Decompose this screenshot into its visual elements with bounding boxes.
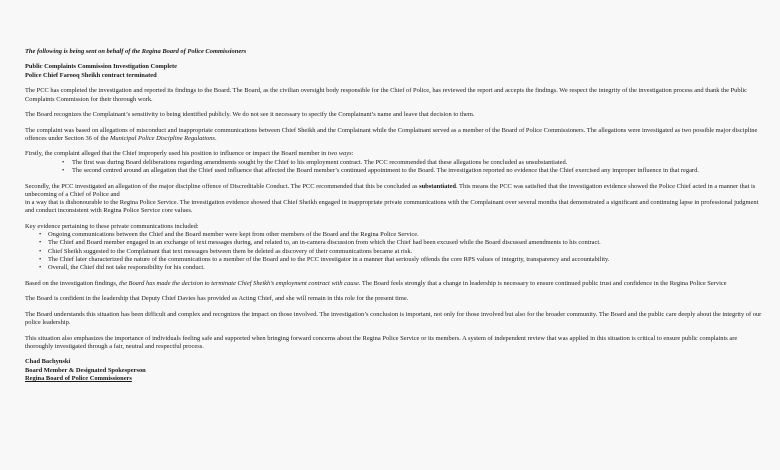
paragraph-acting-chief: The Board is confident in the leadership that Deputy Chief Davies has provided as Acting Chief, and she will remain in this role for the present time. [25,295,409,303]
paragraph-key-evidence: Key evidence pertaining to these private communications included: [25,222,199,230]
text: . The Board feels strongly that a change in leadership is necessary to ensure continued public trust and confidence in the Regina Police Service [358,279,727,287]
list-item: • Overall, the Chief did not take responsibility for his conduct. [25,264,765,272]
list-item: • The first was during Board deliberations regarding amendments sought by the Chief to his employment contract. The PCC recommended that these allegations be concluded as unsubstantiated. [25,159,765,167]
list-item: • The Chief and Board member engaged in an exchange of text messages during, and related to, an in-camera discussion from which the Chief had been excused while the Board discussed amendments to his contract. [25,239,765,247]
decision-emphasis: the Board has made the decision to terminate Chief Sheikh’s employment contract with cause [119,279,359,287]
substantiated-emphasis: substantiated [419,182,456,190]
paragraph-complaint-basis [25,127,765,144]
paragraph-pcc-completed: The PCC has completed the investigation and reported its findings to the Board. The Board, as the civilian oversight body responsible for the Chief of Police, has reviewed the report and accepts the findings. We respect the integrity of the investigation process and thank the Public Complaints Commission for their thorough work. [25,87,748,103]
regulations-title: Municipal Police Discipline Regulations [109,134,215,142]
text: . [214,134,217,142]
headline [25,63,765,80]
evidence-list [25,231,765,272]
paragraph-impact: The Board understands this situation has been difficult and complex and recognizes the impact on those involved. The investigation’s conclusion is important, not only for those involved but also for the broader community. The Board and the public care deeply about the integrity of our police leadership. [25,310,762,327]
text: in a way that is dishonourable to the Regina Police Service. The investigation evidence showed that Chief Sheikh engaged in inappropriate private communications with the Complainant over several months that demonstrated a significant and continuing lapse in professional judgment and conduct inconsistent with Regina Police Service core values. [25,199,759,215]
text: Based on the investigation findings, [25,279,120,287]
text: Secondly, the PCC investigated an allegation of the major discipline offence of Discreditable Conduct. The PCC recommended that this be concluded as [25,182,420,190]
headline-title: Public Complaints Commission Investigation Complete [25,63,178,71]
intro-line: The following is being sent on behalf of the Regina Board of Police Commissioners [25,48,247,55]
list-item: • Chief Sheikh suggested to the Complainant that text messages between them be deleted as discovery of their communications became at risk. [25,248,765,256]
two-ways-list [25,159,765,176]
paragraph-firstly [25,150,765,158]
text: . This means the PCC was satisfied that the investigation evidence showed the Police Chief acted in a manner that is unbecoming of a Chief of Police and [25,182,756,198]
text: Firstly, the complaint alleged that the Chief improperly used his position to influence or impact the Board member in [25,150,328,158]
signature-name: Chad Bachynski [25,358,71,366]
signature-title: Board Member & Designated Spokesperson [25,366,146,374]
text: The complaint was based on allegations of misconduct and inappropriate communications between Chief Sheikh and the Complainant while the Complainant served as a member of the Board of Police Commissioners. The allegations were investigated as two possible major discipline offences under Section 36 of the [25,126,758,142]
paragraph-independent-review: This situation also emphasizes the importance of individuals feeling safe and supported when bringing forward concerns about the Regina Police Service or its members. A system of independent review that was applied in this situation is critical to ensure public complaints are thoroughly investigated through a fair, neutral and respectful process. [25,334,738,350]
paragraph-secondly [25,183,765,216]
text: : [351,150,354,158]
list-item: • Ongoing communications between the Chief and the Board member were kept from other members of the Board and the Regina Police Service. [25,231,765,239]
headline-subtitle: Police Chief Farooq Sheikh contract terminated [25,71,157,79]
paragraph-decision [25,280,765,288]
press-release-document [25,48,765,383]
list-item: • The Chief later characterized the nature of the communications to a member of the Board and to the PCC investigator in a manner that seriously offends the core RPS values of integrity, transparency and accountability. [25,256,765,264]
paragraph-complainant-sensitivity: The Board recognizes the Complainant’s sensitivity to being identified publicly. We do not see it necessary to specify the Complainant’s name and leave that decision to them. [25,111,475,119]
signature-organization: Regina Board of Police Commissioners [25,374,132,382]
list-item: • The second centred around an allegation that the Chief used influence that affected the Board member’s continued appointment to the Board. The investigation reported no evidence that the Chief exercised any improper influence in that regard. [25,167,765,175]
signature-block [25,358,765,383]
emphasis-two-ways: two ways [327,150,352,158]
